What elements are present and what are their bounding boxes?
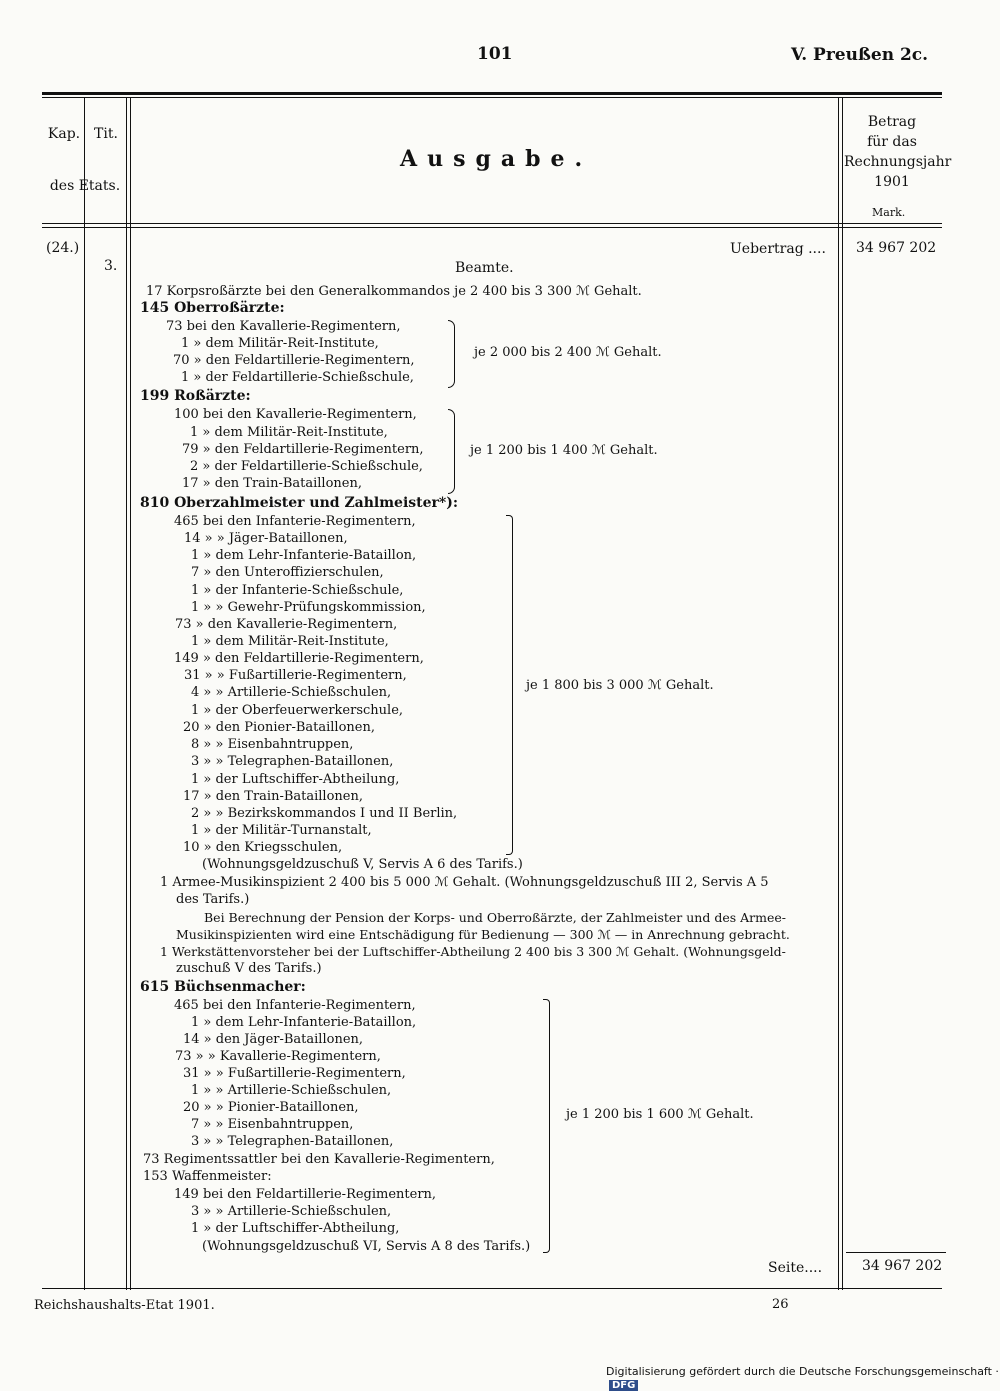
- footer-page: 26: [772, 1297, 789, 1312]
- line-zm-16: 1 » der Luftschiffer-Abtheilung,: [191, 772, 400, 787]
- line-orz-1: 73 bei den Kavallerie-Regimentern,: [166, 319, 401, 334]
- line-buechsenmacher: 615 Büchsenmacher:: [140, 979, 306, 995]
- table-bottom-rule: [42, 1288, 942, 1289]
- seite-amount: 34 967 202: [862, 1258, 943, 1274]
- brace-buechsenmacher: [543, 999, 550, 1253]
- line-wm-note: (Wohnungsgeldzuschuß VI, Servis A 8 des Tarifs.): [202, 1239, 531, 1254]
- line-zm-5: 1 » der Infanterie-Schießschule,: [191, 583, 404, 598]
- line-werkstaetten: 1 Werkstättenvorsteher bei der Luftschiffer-Abtheilung 2 400 bis 3 300 ℳ Gehalt. (Wohnungsgeld-: [160, 944, 786, 959]
- line-orz-4: 1 » der Feldartillerie-Schießschule,: [181, 370, 414, 385]
- line-zm-4: 7 » den Unteroffizierschulen,: [191, 565, 384, 580]
- line-zm-3: 1 » dem Lehr-Infanterie-Bataillon,: [191, 548, 417, 563]
- line-bm-3: 14 » den Jäger-Bataillonen,: [183, 1032, 364, 1047]
- uebertrag-label: Uebertrag ....: [730, 241, 826, 257]
- page-number: 101: [477, 44, 513, 64]
- total-rule: [846, 1252, 946, 1253]
- seite-label: Seite....: [768, 1260, 823, 1276]
- tit-number: 3.: [104, 258, 118, 274]
- line-wm-3: 1 » der Luftschiffer-Abtheilung,: [191, 1221, 400, 1236]
- dfg-logo: DFG: [609, 1380, 638, 1391]
- line-zm-13: 20 » den Pionier-Bataillonen,: [183, 720, 375, 735]
- top-rule-thin: [42, 97, 942, 98]
- line-zm-15: 3 » » Telegraphen-Bataillonen,: [191, 754, 394, 769]
- line-rz-5: 17 » den Train-Bataillonen,: [182, 476, 362, 491]
- line-zm-1: 465 bei den Infanterie-Regimentern,: [174, 514, 416, 529]
- kap-number: (24.): [46, 240, 80, 256]
- col-divider-amount: [838, 98, 839, 1290]
- dfg-credit-text: Digitalisierung gefördert durch die Deutsche Forschungsgemeinschaft ·: [606, 1365, 999, 1378]
- line-zm-18: 2 » » Bezirkskommandos I und II Berlin,: [191, 806, 458, 821]
- line-bm-7: 20 » » Pionier-Bataillonen,: [183, 1100, 359, 1115]
- brace-zahlmeister: [506, 515, 513, 855]
- header-des-etats: des Etats.: [49, 178, 121, 194]
- section-title: Beamte.: [455, 260, 514, 276]
- footer-etat: Reichshaushalts-Etat 1901.: [34, 1298, 215, 1313]
- line-bm-4: 73 » » Kavallerie-Regimentern,: [175, 1049, 381, 1064]
- line-pension-2: Musikinspizienten wird eine Entschädigung für Bedienung — 300 ℳ — in Anrechnung gebracht.: [176, 927, 790, 942]
- line-zahlmeister: 810 Oberzahlmeister und Zahlmeister*):: [140, 495, 459, 511]
- line-rossaerzte: 199 Roßärzte:: [140, 388, 251, 404]
- header-bottom-rule: [42, 223, 942, 224]
- line-zm-note: (Wohnungsgeldzuschuß V, Servis A 6 des Tarifs.): [202, 857, 523, 872]
- line-bm-2: 1 » dem Lehr-Infanterie-Bataillon,: [191, 1015, 417, 1030]
- col-divider-amount-2: [842, 98, 843, 1290]
- line-zm-9: 149 » den Feldartillerie-Regimentern,: [174, 651, 424, 666]
- header-bottom-rule-2: [42, 227, 942, 228]
- line-bm-5: 31 » » Fußartillerie-Regimentern,: [183, 1066, 406, 1081]
- line-pension-1: Bei Berechnung der Pension der Korps- und Oberroßärzte, der Zahlmeister und des Armee-: [204, 910, 786, 925]
- line-zm-10: 31 » » Fußartillerie-Regimentern,: [184, 668, 407, 683]
- line-zm-11: 4 » » Artillerie-Schießschulen,: [191, 685, 392, 700]
- line-musikinspizient-2: des Tarifs.): [176, 892, 250, 907]
- amount-header-line-4: 1901: [874, 174, 910, 190]
- line-wm-1: 149 bei den Feldartillerie-Regimentern,: [174, 1187, 437, 1202]
- line-musikinspizient: 1 Armee-Musikinspizient 2 400 bis 5 000 ℳ Gehalt. (Wohnungsgeldzuschuß III 2, Servis A 5: [160, 875, 769, 890]
- running-head: V. Preußen 2c.: [791, 45, 929, 65]
- header-tit: Tit.: [94, 126, 118, 142]
- table-title: Ausgabe.: [400, 146, 593, 172]
- brace-label-buechsenmacher: je 1 200 bis 1 600 ℳ Gehalt.: [566, 1107, 754, 1122]
- line-waffenmeister: 153 Waffenmeister:: [143, 1169, 272, 1184]
- line-rz-4: 2 » der Feldartillerie-Schießschule,: [190, 459, 423, 474]
- line-rz-1: 100 bei den Kavallerie-Regimentern,: [174, 407, 417, 422]
- top-double-rule: [42, 92, 942, 95]
- line-werkstaetten-2: zuschuß V des Tarifs.): [176, 961, 322, 976]
- line-zm-17: 17 » den Train-Bataillonen,: [183, 789, 363, 804]
- line-bm-9: 3 » » Telegraphen-Bataillonen,: [191, 1134, 394, 1149]
- amount-header-line-2: für das: [867, 134, 917, 150]
- line-regimentssattler: 73 Regimentssattler bei den Kavallerie-Regimentern,: [143, 1152, 495, 1167]
- line-oberrossaerzte: 145 Oberroßärzte:: [140, 300, 285, 316]
- brace-label-zahlmeister: je 1 800 bis 3 000 ℳ Gehalt.: [526, 678, 714, 693]
- amount-header-line-1: Betrag: [867, 114, 917, 130]
- line-wm-2: 3 » » Artillerie-Schießschulen,: [191, 1204, 392, 1219]
- line-zm-20: 10 » den Kriegsschulen,: [183, 840, 343, 855]
- header-kap: Kap.: [47, 126, 81, 142]
- line-bm-1: 465 bei den Infanterie-Regimentern,: [174, 998, 416, 1013]
- uebertrag-amount: 34 967 202: [856, 240, 937, 256]
- line-rz-3: 79 » den Feldartillerie-Regimentern,: [182, 442, 424, 457]
- line-zm-7: 73 » den Kavallerie-Regimentern,: [175, 617, 398, 632]
- line-rz-2: 1 » dem Militär-Reit-Institute,: [190, 425, 388, 440]
- brace-label-oberrossaerzte: je 2 000 bis 2 400 ℳ Gehalt.: [474, 345, 662, 360]
- line-zm-6: 1 » » Gewehr-Prüfungskommission,: [191, 600, 426, 615]
- col-divider-kap: [84, 98, 85, 1290]
- line-orz-2: 1 » dem Militär-Reit-Institute,: [181, 336, 379, 351]
- dfg-credit: [606, 1365, 1000, 1391]
- line-zm-19: 1 » der Militär-Turnanstalt,: [191, 823, 372, 838]
- amount-header: [844, 112, 952, 192]
- brace-rossaerzte: [448, 409, 455, 494]
- amount-header-line-3: Rechnungsjahr: [844, 154, 952, 170]
- line-zm-2: 14 » » Jäger-Bataillonen,: [184, 531, 348, 546]
- line-korpsrossaerzte: 17 Korpsroßärzte bei den Generalkommandos je 2 400 bis 3 300 ℳ Gehalt.: [146, 284, 642, 299]
- line-zm-14: 8 » » Eisenbahntruppen,: [191, 737, 354, 752]
- unit-label: Mark.: [872, 206, 906, 219]
- col-divider-tit: [126, 98, 127, 1290]
- brace-label-rossaerzte: je 1 200 bis 1 400 ℳ Gehalt.: [470, 443, 658, 458]
- line-zm-12: 1 » der Oberfeuerwerkerschule,: [191, 703, 404, 718]
- col-divider-tit-2: [130, 98, 131, 1290]
- line-zm-8: 1 » dem Militär-Reit-Institute,: [191, 634, 389, 649]
- line-orz-3: 70 » den Feldartillerie-Regimentern,: [173, 353, 415, 368]
- brace-oberrossaerzte: [448, 320, 455, 388]
- line-bm-8: 7 » » Eisenbahntruppen,: [191, 1117, 354, 1132]
- line-bm-6: 1 » » Artillerie-Schießschulen,: [191, 1083, 392, 1098]
